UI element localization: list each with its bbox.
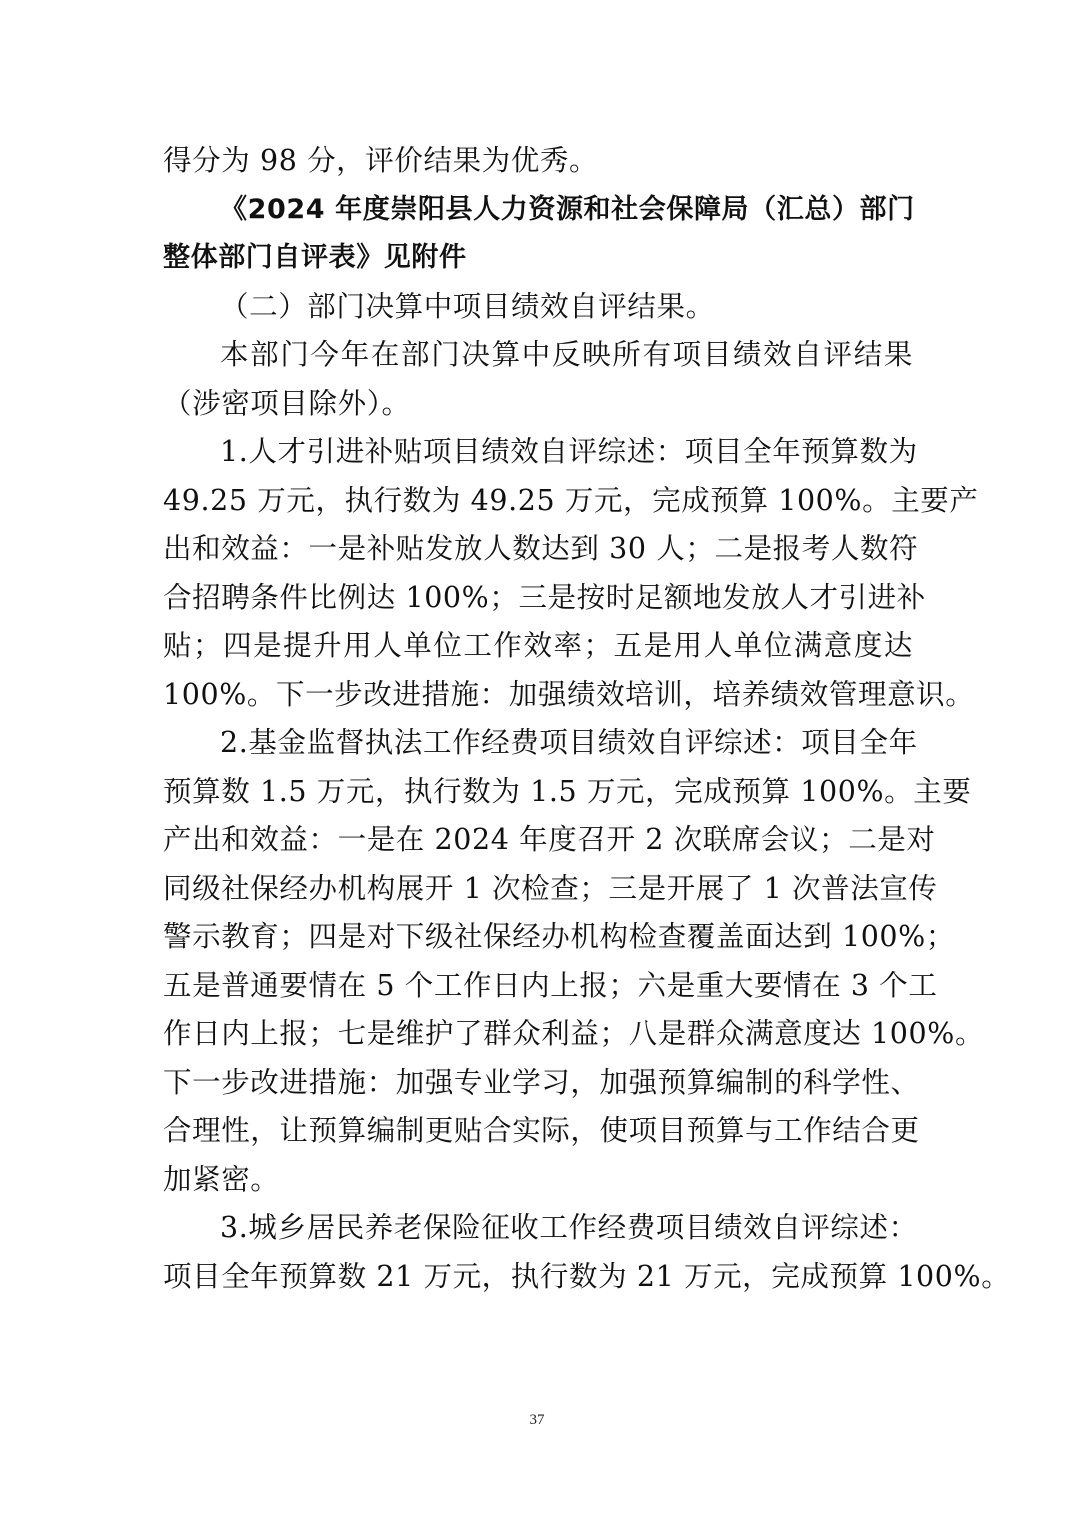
text-line: 合招聘条件比例达 100%；三是按时足额地发放人才引进补	[163, 580, 926, 614]
page-number: 37	[529, 1412, 545, 1428]
section-heading: （二）部门决算中项目绩效自评结果。	[220, 289, 715, 323]
text-line: 49.25 万元，执行数为 49.25 万元，完成预算 100%。主要产	[163, 483, 979, 517]
text-line: 下一步改进措施：加强专业学习，加强预算编制的科学性、	[163, 1065, 920, 1099]
text-line: 作日内上报；七是维护了群众利益；八是群众满意度达 100%。	[163, 1017, 985, 1050]
text-line: 出和效益：一是补贴发放人数达到 30 人；二是报考人数符	[163, 532, 919, 565]
text-line: 加紧密。	[163, 1162, 280, 1196]
text-line: 100%。下一步改进措施：加强绩效培训，培养绩效管理意识。	[163, 677, 975, 711]
text-line: 五是普通要情在 5 个工作日内上报；六是重大要情在 3 个工	[163, 968, 938, 1002]
attachment-title-line: 整体部门自评表》见附件	[163, 242, 467, 273]
text-line: 同级社保经办机构展开 1 次检查；三是开展了 1 次普法宣传	[163, 871, 938, 905]
text-line: 预算数 1.5 万元，执行数为 1.5 万元，完成预算 100%。主要	[163, 774, 972, 808]
document-body	[163, 137, 1011, 1301]
text-line: 本部门今年在部门决算中反映所有项目绩效自评结果	[220, 338, 913, 371]
text-line: 1.人才引进补贴项目绩效自评综述：项目全年预算数为	[220, 435, 918, 468]
text-line: 贴；四是提升用人单位工作效率；五是用人单位满意度达	[163, 629, 913, 662]
text-line: 合理性，让预算编制更贴合实际，使项目预算与工作结合更	[163, 1114, 920, 1147]
text-line: 2.基金监督执法工作经费项目绩效自评综述：项目全年	[220, 726, 918, 759]
text-line: 项目全年预算数 21 万元，执行数为 21 万元，完成预算 100%。	[163, 1259, 1011, 1293]
text-line: 3.城乡居民养老保险征收工作经费项目绩效自评综述：	[220, 1211, 918, 1244]
attachment-title-line: 《2024 年度崇阳县人力资源和社会保障局（汇总）部门	[220, 193, 915, 225]
text-line: 警示教育；四是对下级社保经办机构检查覆盖面达到 100%；	[163, 920, 955, 953]
text-line: 产出和效益：一是在 2024 年度召开 2 次联席会议；二是对	[163, 823, 936, 856]
text-line: （涉密项目除外）。	[163, 386, 411, 420]
text-line: 得分为 98 分，评价结果为优秀。	[163, 144, 599, 177]
